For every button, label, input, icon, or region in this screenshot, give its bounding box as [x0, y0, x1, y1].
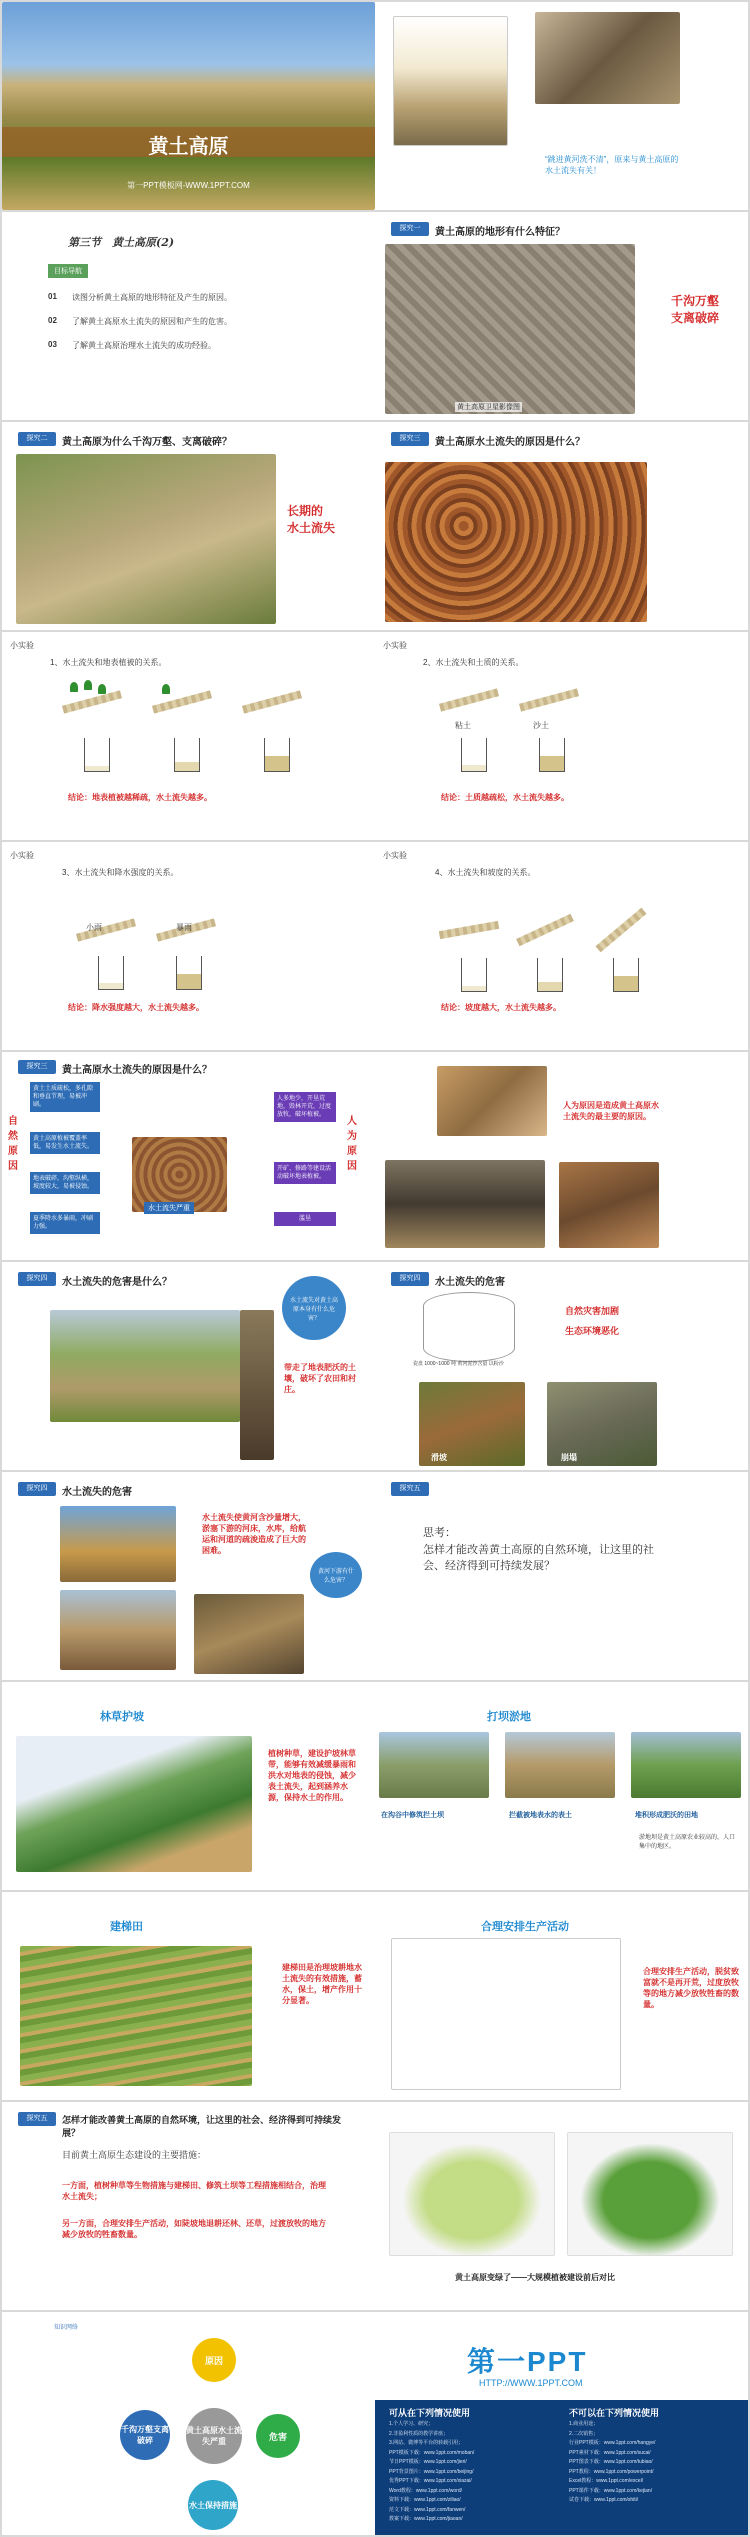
link-line[interactable]: Word教程：www.1ppt.com/word/ — [389, 2487, 462, 2494]
rain-label-light: 小雨 — [86, 923, 102, 932]
measure-title: 林草护坡 — [100, 1711, 144, 1723]
question-text: 黄土高原的地形有什么特征？ — [435, 227, 565, 238]
measure-note: 合理安排生产活动，脱贫致富就不是再开荒，过度放牧等的地方减少放牧牲畜的数量。 — [643, 1967, 739, 2009]
section-title: 第三节 黄土高原(2) — [68, 236, 175, 249]
harm-bubble: 黄河下游有什么危害？ — [310, 1552, 362, 1598]
harm-note: 水土流失使黄河含沙量增大，淤塞下游的河床，水库，给航运和河道的疏浚造成了巨大的困难。 — [202, 1513, 306, 1555]
slide-objectives[interactable] — [2, 212, 375, 420]
question-text: 水土流失的危害是什么？ — [62, 1277, 172, 1288]
slide-yellow-river[interactable] — [375, 2, 748, 210]
explore-tag: 探究三 — [18, 1060, 56, 1074]
license-line: 2.二次销售； — [569, 2430, 599, 2437]
human-note: 人为原因是造成黄土高原水土流失的最主要的原因。 — [563, 1101, 659, 1121]
question-text: 怎样才能改善黄土高原的自然环境，让这里的社会、经济得到可持续发展？ — [62, 2115, 342, 2138]
center-label: 水土流失严重 — [144, 1202, 194, 1214]
dam-note: 淤地坝是黄土高原农业较高的，人口集中的地区。 — [639, 1835, 736, 1850]
slide-knowledge-map[interactable] — [2, 2312, 375, 2535]
cause-box: 地表破碎，沟壑纵横，坡度较大，易被侵蚀。 — [30, 1172, 100, 1194]
brand-logo: 第一PPT — [467, 2346, 588, 2377]
question-text: 水土流失的危害 — [435, 1277, 505, 1288]
lead-text: 目前黄土高原生态建设的主要措施： — [62, 2150, 207, 2160]
experiment-figure — [435, 676, 595, 786]
river-photo-1 — [60, 1506, 176, 1582]
gully-photo — [16, 454, 276, 624]
river-caption: “跳进黄河洗不清”，原来与黄土高原的水土流失有关！ — [545, 155, 679, 175]
experiment-sub: 4、水土流失和坡度的关系。 — [435, 868, 536, 877]
eroded-land-photo — [385, 462, 647, 622]
slide-harm-3[interactable] — [2, 1472, 375, 1680]
cause-box: 夏季降水多暴雨，冲刷力强。 — [30, 1212, 100, 1234]
node-measures: 水土保持措施 — [188, 2480, 238, 2530]
human-label: 人为原因 — [347, 1116, 357, 1172]
dam-photo-2 — [505, 1732, 615, 1798]
slide-human-causes[interactable] — [375, 1052, 748, 1260]
link-line[interactable]: 教案下载：www.1ppt.com/jiaoan/ — [389, 2516, 463, 2522]
link-line[interactable]: PPT图表下载：www.1ppt.com/tubiao/ — [569, 2459, 653, 2465]
experiment-header: 小实验 — [10, 851, 34, 860]
experiment-sub: 2、水土流失和土质的关系。 — [423, 658, 524, 667]
experiment-sub: 3、水土流失和降水强度的关系。 — [62, 868, 179, 877]
slide-terrace[interactable] — [2, 1892, 375, 2100]
left-heading: 可从在下列情况使用 — [389, 2408, 471, 2418]
node-center: 黄土高原水土流失严重 — [186, 2408, 242, 2464]
slide-ending[interactable] — [375, 2312, 748, 2535]
farmland-photo — [50, 1310, 240, 1422]
flow-step-3: 堆积形成肥沃的田地 — [635, 1812, 698, 1819]
collapse-label: 崩塌 — [561, 1453, 577, 1462]
harm-note-2: 生态环境恶化 — [565, 1326, 620, 1336]
soil-label-clay: 粘土 — [455, 721, 471, 730]
link-line[interactable]: 优秀PPT下载：www.1ppt.com/xiazai/ — [389, 2478, 472, 2484]
link-line[interactable]: PPT教程：www.1ppt.com/powerpoint/ — [569, 2468, 654, 2475]
license-line: 3.网站、微博等平台的转载引用； — [389, 2440, 464, 2446]
explore-tag: 探究五 — [18, 2112, 56, 2126]
objective-text: 了解黄土高原水土流失的原因和产生的危害。 — [72, 317, 232, 326]
harm-note-1: 自然灾害加剧 — [565, 1306, 620, 1316]
terrain-label: 千沟万壑 支离破碎 — [670, 294, 719, 325]
slide-title[interactable] — [2, 2, 375, 210]
map-after — [567, 2132, 733, 2256]
slide-why[interactable] — [2, 422, 375, 630]
link-line[interactable]: PPT模板下载：www.1ppt.com/moban/ — [389, 2449, 475, 2456]
slide-summary[interactable] — [2, 2102, 375, 2310]
left-lines — [389, 2420, 559, 2525]
sediment-chart — [423, 1292, 515, 1362]
satellite-image — [385, 244, 635, 414]
explore-tag: 探究五 — [391, 1482, 429, 1496]
explore-tag: 探究一 — [391, 222, 429, 236]
link-line[interactable]: 资料下载：www.1ppt.com/ziliao/ — [389, 2497, 461, 2503]
experiment-result: 结论：坡度越大，水土流失越多。 — [441, 1003, 561, 1012]
river-photo-2 — [60, 1590, 176, 1670]
slide-terrain[interactable] — [375, 212, 748, 420]
brand-url: HTTP://WWW.1PPT.COM — [479, 2378, 583, 2388]
experiment-header: 小实验 — [383, 641, 407, 650]
measure-title: 建梯田 — [110, 1921, 143, 1933]
node-cause: 原因 — [192, 2338, 236, 2382]
explore-tag: 探究三 — [391, 432, 429, 446]
human-cause-box: 滥垦 — [274, 1212, 336, 1226]
measure-paragraph-2: 另一方面，合理安排生产活动，如陡坡地退耕还林、还草，过渡放牧的地方减少放牧的牲畜数量。 — [62, 2219, 326, 2239]
slide-think[interactable] — [375, 1472, 748, 1680]
cause-label: 长期的 水土流失 — [287, 504, 336, 535]
license-line: 1.商业用途； — [569, 2421, 599, 2427]
human-cause-box: 人多地少，开垦荒地，毁林开荒，过度放牧，破坏植被。 — [274, 1092, 336, 1122]
question-text: 黄土高原水土流失的原因是什么？ — [62, 1065, 212, 1076]
objective-num: 03 — [48, 340, 57, 349]
human-cause-box: 开矿、修路等建设活动破坏地表植被。 — [274, 1162, 336, 1184]
experiment-figure — [72, 886, 232, 996]
landslide-label: 滑坡 — [431, 1453, 447, 1462]
slide-experiment-3[interactable] — [2, 842, 375, 1050]
link-line[interactable]: 节日PPT模板：www.1ppt.com/jieri/ — [389, 2459, 467, 2465]
question-text: 水土流失的危害 — [62, 1487, 132, 1498]
link-line[interactable]: PPT背景图片：www.1ppt.com/beijing/ — [389, 2468, 474, 2475]
slide-forest[interactable] — [2, 1682, 375, 1890]
slide-experiment-1[interactable] — [2, 632, 375, 840]
slide-compare-maps[interactable] — [375, 2102, 748, 2310]
explore-tag: 探究二 — [18, 432, 56, 446]
harm-note: 带走了地表肥沃的土壤，破坏了农田和村庄。 — [284, 1363, 356, 1394]
flood-photo — [194, 1594, 304, 1674]
flow-step-1: 在沟谷中修筑拦土坝 — [381, 1812, 444, 1819]
cause-box: 黄土土质疏松，多孔隙和垂直节理，易被冲刷。 — [30, 1082, 100, 1112]
cause-box: 黄土高原植被覆盖率低，易发生水土流失。 — [30, 1132, 100, 1154]
link-line[interactable]: Excel教程：www.1ppt.com/excel/ — [569, 2478, 644, 2484]
measure-title: 打坝淤地 — [487, 1711, 531, 1723]
license-line: 2.非盈利性质的教学讲座； — [389, 2430, 449, 2437]
terrace-photo — [20, 1946, 252, 2086]
slide-production[interactable] — [375, 1892, 748, 2100]
slide-causes-diagram[interactable] — [2, 1052, 375, 1260]
measure-paragraph-1: 一方面，植树种草等生物措施与建梯田、修筑土坝等工程措施相结合，治理水土流失； — [62, 2181, 326, 2201]
slide-dam[interactable] — [375, 1682, 748, 1890]
cartoon-image — [393, 16, 508, 146]
node-harm: 危害 — [256, 2414, 300, 2458]
knowledge-badge: 知识网络 — [54, 2325, 79, 2331]
explore-tag: 探究四 — [18, 1482, 56, 1496]
flow-step-2: 拦截被地表水的表土 — [509, 1812, 572, 1819]
map-before — [389, 2132, 555, 2256]
measure-note: 植树种草，建设护坡林草带，能够有效减缓暴雨和洪水对地表的侵蚀，减少表土流失，起到涵养水源，保持水土的作用。 — [268, 1749, 356, 1802]
objective-text: 了解黄土高原治理水土流失的成功经验。 — [72, 341, 216, 350]
site-text: 第一PPT模板网-WWW.1PPT.COM — [127, 181, 250, 190]
license-line: 1.个人学习、研究； — [389, 2421, 434, 2427]
slide-harm-2[interactable] — [375, 1262, 748, 1470]
experiment-header: 小实验 — [383, 851, 407, 860]
experiment-sub: 1、水土流失和地表植被的关系。 — [50, 658, 167, 667]
objective-text: 读图分析黄土高原的地形特征及产生的原因。 — [72, 293, 232, 302]
erosion-photo — [559, 1162, 659, 1248]
gully-side-photo — [240, 1310, 274, 1460]
think-label: 思考： — [423, 1527, 456, 1539]
explore-tag: 探究四 — [18, 1272, 56, 1286]
slide-experiment-4[interactable] — [375, 842, 748, 1050]
satellite-caption: 黄土高原卫星影像图 — [457, 404, 520, 411]
slide-experiment-2[interactable] — [375, 632, 748, 840]
slope-illustration — [16, 1736, 252, 1872]
question-text: 黄土高原水土流失的原因是什么？ — [435, 437, 585, 448]
experiment-result: 结论：土质越疏松，水土流失越多。 — [441, 793, 569, 802]
link-line[interactable]: 试卷下载：www.1ppt.com/shiti/ — [569, 2497, 639, 2503]
rain-label-heavy: 暴雨 — [176, 923, 192, 932]
soil-label-sand: 沙土 — [533, 721, 549, 730]
objective-num: 01 — [48, 292, 57, 301]
link-line[interactable]: 范文下载：www.1ppt.com/fanwen/ — [389, 2506, 466, 2513]
question-text: 黄土高原为什么千沟万壑、支离破碎？ — [62, 437, 232, 448]
experiment-result: 结论：地表植被越稀疏，水土流失越多。 — [68, 793, 212, 802]
center-photo — [132, 1137, 227, 1212]
slide-cause-photo[interactable] — [375, 422, 748, 630]
slide-title-text: 黄土高原 — [148, 136, 229, 158]
link-line[interactable]: PPT素材下载：www.1ppt.com/sucai/ — [569, 2449, 651, 2456]
slide-harm-1[interactable] — [2, 1262, 375, 1470]
explore-tag: 探究四 — [391, 1272, 429, 1286]
loess-landscape-image — [2, 2, 375, 210]
objectives-badge: 目标导航 — [48, 264, 88, 278]
experiment-figure — [62, 676, 312, 786]
maps-caption: 黄土高原变绿了——大规模植被建设前后对比 — [455, 2273, 615, 2282]
objective-num: 02 — [48, 316, 57, 325]
experiment-figure — [435, 886, 655, 996]
right-lines — [569, 2420, 739, 2506]
link-line[interactable]: 行业PPT模板：www.1ppt.com/hangye/ — [569, 2440, 656, 2446]
mine-photo — [385, 1160, 545, 1248]
natural-label: 自然原因 — [8, 1116, 18, 1172]
link-line[interactable]: PPT课件下载：www.1ppt.com/kejian/ — [569, 2487, 653, 2494]
chart-text: 瓷盘 1000~1000 吨 黄河泥沙含量 以粉沙 — [413, 1361, 504, 1367]
experiment-result: 结论：降水强度越大，水土流失越多。 — [68, 1003, 204, 1012]
measure-title: 合理安排生产活动 — [481, 1921, 569, 1933]
think-text: 怎样才能改善黄土高原的自然环境，让这里的社会、经济得到可持续发展？ — [423, 1544, 654, 1572]
dam-photo-3 — [631, 1732, 741, 1798]
road-photo — [437, 1066, 547, 1136]
experiment-header: 小实验 — [10, 641, 34, 650]
harm-bubble: 水土流失对黄土高原本身有什么危害？ — [282, 1276, 346, 1340]
measure-note: 建梯田是治理坡耕地水土流失的有效措施，蓄水，保土，增产作用十分显著。 — [282, 1963, 362, 2005]
dam-photo-1 — [379, 1732, 489, 1798]
right-heading: 不可以在下列情况使用 — [569, 2408, 660, 2418]
node-terrain: 千沟万壑支离破碎 — [120, 2410, 170, 2460]
river-photo — [535, 12, 680, 104]
cartoon-illustration — [391, 1938, 621, 2090]
